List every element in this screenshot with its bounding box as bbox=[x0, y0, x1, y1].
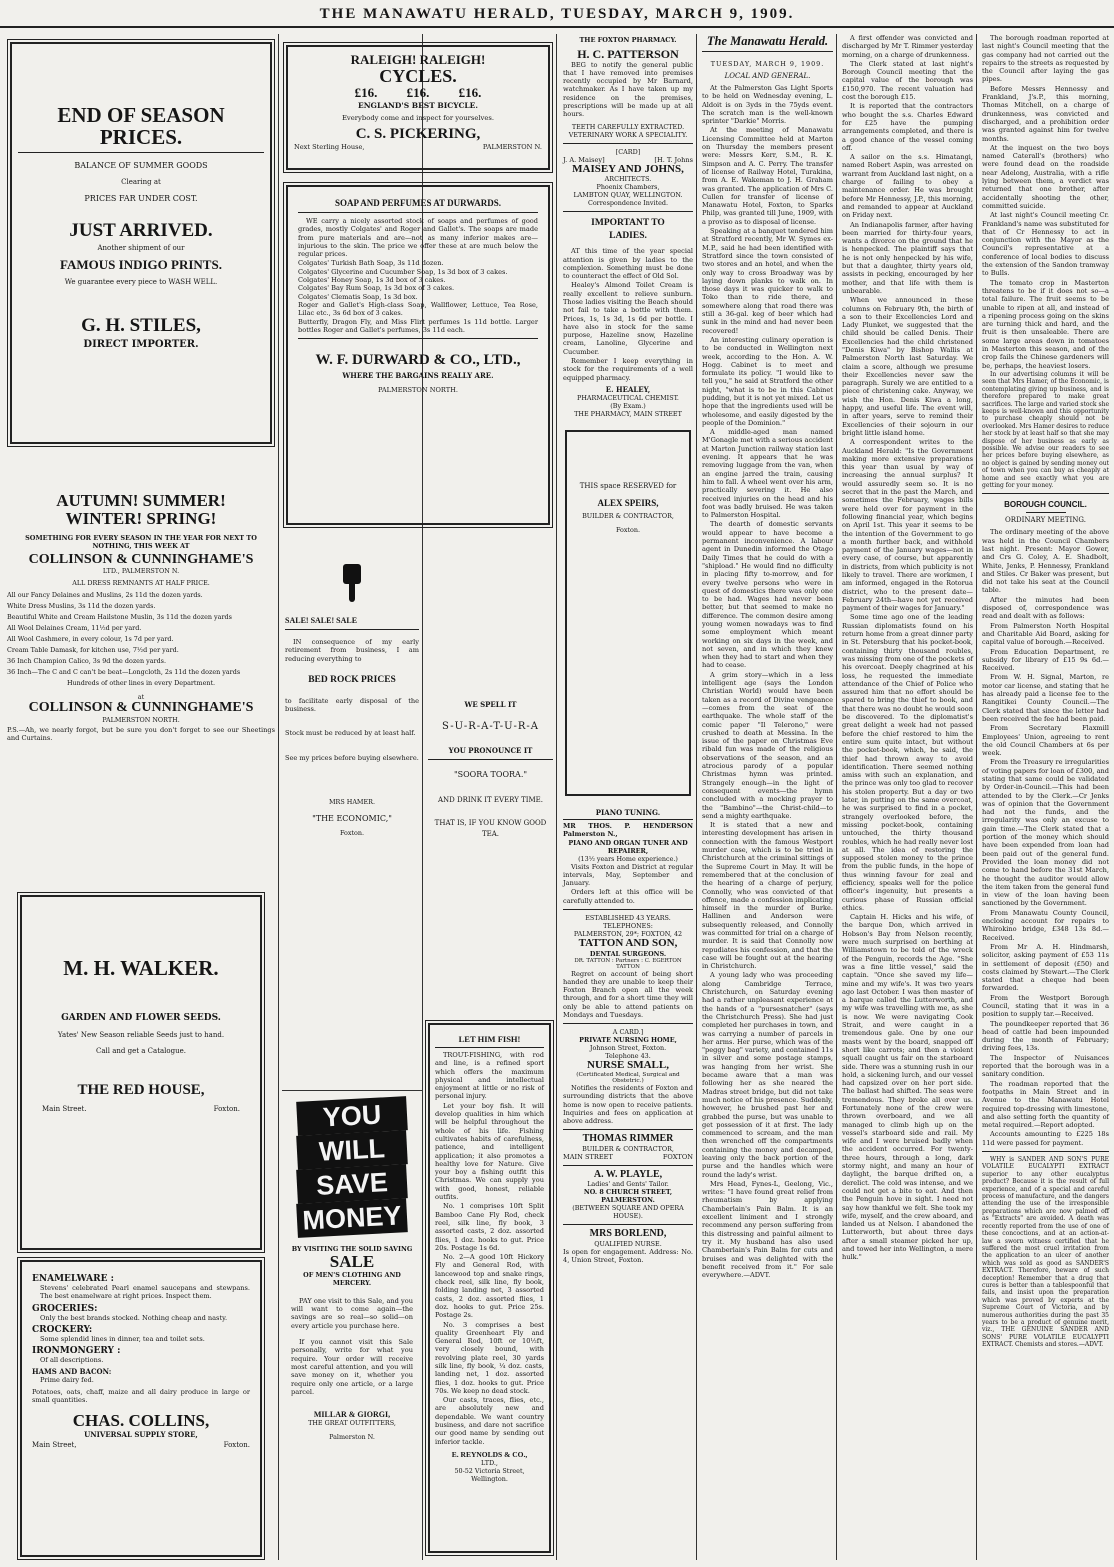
news-paragraph: The roadman reported that the footpaths in Main Street and in Avenue to the Manawatu Hotel required top-dressing with limestone, and also setting forth the quantity of metal required.—Report adopted. bbox=[982, 1079, 1109, 1130]
ad-text: IN consequence of my early retirement from business, I am reducing everything to bbox=[285, 638, 419, 663]
ad-line: QUALIFIED NURSE. bbox=[594, 1239, 662, 1248]
news-paragraph: From Education Department, re subsidy for library of £15 9s 6d.—Received. bbox=[982, 647, 1109, 673]
ad-town: Foxton. bbox=[213, 1104, 240, 1113]
ad-reynolds bbox=[428, 1023, 551, 1553]
news-paragraph: A young lady who was proceeding along Cambridge Terrace, Christchurch, on Saturday evening had a rather unpleasant experience at the hands of a "pursesnatcher" (says the Christchurch Press). She had just completed her purchases in town, and was carrying a number of parcels in her arms. Her purse, which was of the "peggy bag" variety, and contained 11s in silver and some postage stamps, was hanging from her wrist. She became aware that a man was following her as she neared the Madras street bridge, but did not take much notice of his presence. Suddenly, however, he brushed past her and grabbed the purse, but was unable to get possession of it at first. The lady commenced to scream, and the man then wrenched off the compartments containing the money and decamped, leaving only the back portion of the purse and the handles which were round the lady's wrist. bbox=[702, 971, 833, 1179]
ad-title: SOAP AND PERFUMES AT DURWARDS. bbox=[334, 198, 502, 208]
ad-name: MRS HAMER. bbox=[328, 798, 375, 807]
ad-line: at bbox=[137, 693, 145, 702]
ad-text: BEG to notify the general public that I have removed into premises recently occupied by Mr Barnard, watchmaker. As I have taken up my residence on the premises, prescriptions will be made up at all hours. bbox=[563, 60, 693, 119]
ad-text: WE carry a nicely assorted stock of soaps and perfumes of good grades, mostly Colgates' and Roger and Gallet's. The soaps are made from pure materials and are—not as many inferior makes are—injurious to the skin. The price we offer these at are much below the regular prices. bbox=[298, 217, 538, 259]
ad-name: MRS BORLEND, bbox=[589, 1228, 667, 1240]
ad-firm: COLLINSON & CUNNINGHAME'S bbox=[28, 700, 254, 716]
ad-durward bbox=[286, 185, 550, 525]
ad-line: DIRECT IMPORTER. bbox=[83, 338, 199, 350]
ad-name: G. H. STILES, bbox=[81, 314, 201, 336]
ad-line: LAMBTON QUAY, WELLINGTON. bbox=[573, 191, 683, 200]
ad-name: MILLAR & GIORGI, bbox=[313, 1410, 391, 1420]
ad-text: AT this time of the year special attention is given by ladies to the complexion. Something must be done to counteract the effect of Old Sol. bbox=[563, 247, 693, 281]
ad-line: YOU PRONOUNCE IT bbox=[428, 746, 553, 760]
ad-line: Telephone 43. bbox=[605, 1052, 651, 1061]
ad-text: to facilitate early disposal of the business. bbox=[285, 696, 419, 714]
ad-line: WHERE THE BARGAINS REALLY ARE. bbox=[342, 370, 494, 380]
ad-line: PIANO AND ORGAN TUNER AND REPAIRER, bbox=[568, 838, 688, 855]
ad-heading: PIANO TUNING. bbox=[595, 807, 661, 817]
ad-name: W. F. DURWARD & CO., LTD., bbox=[315, 352, 521, 369]
ad-text: Some splendid lines in dinner, tea and toilet sets. bbox=[40, 1334, 205, 1343]
ad-line: OF MEN'S CLOTHING AND MERCERY. bbox=[303, 1270, 401, 1287]
item-list bbox=[298, 259, 538, 334]
news-paragraph: The borough roadman reported at last night's Council meeting that the gas company had not carried out the repairs to the streets as requested by the Council after laying the gas pipes. bbox=[982, 34, 1109, 84]
news-column-6 bbox=[839, 34, 976, 1560]
news-paragraph: The tomato crop in Masterton threatens to be if it does not so—a total failure. The fruit seems to be unable to ripen at all, and instead of a ripening process going on the skins are turning thick and hard, and the fruit is then unsaleable. There are some large areas down in tomatoes in Masterton this season, and of the crop fails the Chinese gardeners will be, perhaps, the heaviest losers. bbox=[982, 278, 1109, 370]
news-paragraph: The poundkeeper reported that 36 head of cattle had been impounded during the month of February; driving fees, 13s. bbox=[982, 1019, 1109, 1053]
ad-name: TATTON AND SON, bbox=[578, 937, 678, 950]
masthead: THE MANAWATU HERALD, TUESDAY, MARCH 9, 1909. bbox=[0, 0, 1114, 28]
news-paragraph: It is stated that a new and interesting development has arisen in connection with the famous Westport murder case, which is to be tried in Christchurch at the criminal sittings of the Supreme Court in May. It will be remembered that at the conclusion of the hearing of a charge of perjury, Connolly, who was convicted of that offence, made a confession implicating himself in the murder of Burke. Hallinen and Anderson were subsequently released, and Connolly was committed for trial on a charge of murder. It is said that Connolly now repudiates his confession, and that the case will be fought out at the hearing in Christchurch. bbox=[702, 821, 833, 971]
ad-name: NURSE SMALL, bbox=[587, 1059, 669, 1072]
ad-line: ESTABLISHED 43 YEARS. bbox=[585, 914, 671, 923]
ad-line: Phoenix Chambers, bbox=[596, 183, 660, 192]
news-paragraph: An interesting culinary operation is to be conducted in Wellington next week, according to the Hon. A. W. Hogg. Cabinet is to meet and formulate its policy. "I would like to tell you," he said at Stratford the other night, "what is to be in this Cabinet pudding, but it is not yet mixed. Let us hope that the ingredients used will be wholesome, and easily digested by the people of the Dominion." bbox=[702, 335, 833, 427]
news-paragraph: Speaking at a banquet tendered him at Stratford recently, Mr W. Symes ex-M.P., said he had been identified with Stratford since the town consisted of two stores and an hotel, and when the only way to cross Broadway was by laying down planks to walk on. In those days it was quicker to walk to Toko than to ride there, and somewhere along that road there was still a 36-gal. keg of beer which had sunk in the mind and had never been recovered! bbox=[702, 227, 833, 335]
partner-name: [H. T. Johns bbox=[654, 155, 693, 164]
ad-heading: RALEIGH! RALEIGH! bbox=[350, 52, 486, 67]
ad-line: Everybody come and inspect for yourselves. bbox=[341, 114, 495, 123]
news-paragraph: Mrs Head, Fynes-L, Geelong, Vic., writes: "I have found great relief from rheumatism by applying Chamberlain's Pain Balm. It is an excellent liniment and I strongly recommend any person suffering from this distressing and painful ailment to try it. My husband has also used Chamberlain's Pain Balm for cuts and bruises and was delighted with the benefit received from it." For sale everywhere.—ADVT. bbox=[702, 1179, 833, 1280]
ad-line: PRICES FAR UNDER COST. bbox=[84, 194, 198, 204]
ad-line: LTD., bbox=[481, 1458, 498, 1467]
news-paragraph: The Clerk stated at last night's Borough Council meeting that the capital value of the borough was £150,970. The recent valuation had cost the borough £15. bbox=[842, 59, 973, 102]
news-paragraph: From the Treasury re irregularities of voting papers for loan of £300, and stating that same could be validated by Order-in-Council.—This had been attended to by the Clerk.—Cr Jenks was of opinion that the Government had not the funds, and the irregularity was only an excuse to gain time.—The Clerk stated that a portion of the money which should have been expended from loan had been paid out of the general fund. Provided the loan money did not come to hand before the 31st March, he thought the auditor would allow the item taken from the general fund in view of the loan having been sanctioned by the Government. bbox=[982, 758, 1109, 908]
ad-street: Next Sterling House, bbox=[294, 142, 365, 151]
news-paragraph: In our advertising columns it will be seen that Mrs Hamer, of the Economic, is contemplating giving up business, and is therefore prepared to make great sacrifices. The large and varied stock she keeps is well-known and this opportunity to purchase cheaply should not be overlooked. Mrs Hamer desires to reduce her stock by at least half so that she may dispose of her business as early as possible. We advise our readers to see her prices before buying elsewhere, as no object is gained by sending money out of town when you can buy as cheaply at home and see exactly what you are getting for your money. bbox=[982, 370, 1109, 489]
ad-town: Foxton. bbox=[223, 1441, 250, 1450]
news-paragraph: From Mr A. H. Hindmarsh, solicitor, asking payment of £53 11s in settlement of deposit (£50) and costs claimed by Stewart.—The Clerk stated that a cheque had been forwarded. bbox=[982, 942, 1109, 993]
ad-line: [CARD] bbox=[615, 147, 641, 156]
ad-text: Prime dairy fed. bbox=[40, 1376, 94, 1385]
ad-text: Of all descriptions. bbox=[40, 1356, 104, 1365]
ad-text: Only the best brands stocked. Nothing cheap and nasty. bbox=[40, 1313, 228, 1322]
list-item: 36 Inch Champion Calico, 3s 9d the dozen yards. bbox=[7, 657, 166, 666]
ad-banner: YOU bbox=[296, 1096, 408, 1136]
ad-hamer bbox=[282, 560, 422, 970]
ad-line: (Certificated Medical, Surgical and Obstetric.) bbox=[576, 1071, 680, 1084]
ad-heading: CYCLES. bbox=[379, 65, 457, 86]
news-column-7 bbox=[979, 34, 1112, 1560]
ad-collinson bbox=[4, 452, 278, 882]
ad-heading: FAMOUS INDIGO PRINTS. bbox=[60, 257, 222, 273]
ad-heading: AUTUMN! SUMMER! bbox=[56, 491, 226, 510]
ad-text: Orders left at this office will be carefully attended to. bbox=[563, 888, 693, 905]
column-rule bbox=[836, 34, 837, 1560]
ad-pickering bbox=[286, 45, 550, 170]
list-item: All Wool Delaines Cream, 11½d per yard. bbox=[7, 624, 142, 633]
ad-text: TEETH CAREFULLY EXTRACTED. VETERINARY WORK A SPECIALITY. bbox=[568, 122, 688, 139]
ad-heading: SALE! SALE! SALE bbox=[285, 616, 358, 625]
ad-heading: GROCERIES: bbox=[32, 1303, 98, 1314]
ad-name: THE RED HOUSE, bbox=[77, 1082, 205, 1099]
ad-text: Remember I keep everything in stock for the requirements of a well equipped pharmacy. bbox=[563, 357, 693, 382]
save-money-block bbox=[285, 1099, 419, 1235]
news-paragraph: The ordinary meeting of the above was held in the Council Chambers last night. Present: Mayor Gower, and Crs G. Coley, A. E. Shadbolt, White, Jenks, P. Hennessy, Frankland and Stiles. Cr Baker was present, but did not take his seat at the Council table. bbox=[982, 528, 1109, 595]
ad-name: MAISEY AND JOHNS, bbox=[572, 162, 684, 175]
ad-town: Wellington. bbox=[471, 1474, 508, 1483]
ad-name: THOMAS RIMMER bbox=[582, 1133, 674, 1145]
ad-heading: THE FOXTON PHARMACY. bbox=[579, 36, 677, 44]
ad-banner: SAVE bbox=[296, 1164, 408, 1204]
ad-banner: WILL bbox=[296, 1130, 408, 1170]
ad-line: PALMERSTON, 29*; FOXTON, 42 bbox=[573, 930, 683, 939]
ad-street: Main Street, bbox=[32, 1441, 77, 1450]
ad-name: H. C. PATTERSON bbox=[577, 47, 679, 61]
news-paragraph: At the meeting of Manawatu Licensing Committee held at Marton on Thursday the members present were: Messrs Kerr, S.M., R. K. Simpson and A. C. Perry. The transfer of license of Railway Hotel, Turakina, from A. E. Wakeman to J. H. Graham was granted. The application of Mrs C. Cullen for transfer of license of Manawatu Hotel, Foxton, to Sparks Philp, was granted till June, 1909, with a proviso as to disposal of license. bbox=[702, 126, 833, 226]
ad-text: Regret on account of being short handed they are unable to keep their Foxton Branch open all the week through, and for a short time they will only be able to attend patients on Mondays and Tuesdays. bbox=[563, 969, 693, 1020]
ad-title: END OF SEASON PRICES. bbox=[57, 103, 225, 150]
ad-title: LET HIM FISH! bbox=[458, 1034, 521, 1044]
ad-line: Ladies' and Gents' Tailor. bbox=[587, 1180, 669, 1189]
ad-name: CHAS. COLLINS, bbox=[72, 1411, 210, 1431]
news-paragraph: An Indianapolis farmer, after having been married for thirty-four years, wants a divorce on the ground that he is henpecked. The plaintiff says that he is not only henpecked by his wife, but that a daughter, thirty years old, assists in pecking, encouraged by her mother, and that life with them is unbearable. bbox=[842, 220, 973, 295]
ad-text: Notifies the residents of Foxton and surrounding districts that the above home is now open to receive patients. Inquiries and fees on application at above address. bbox=[563, 1083, 693, 1126]
ad-line: Clearing at bbox=[121, 178, 161, 187]
news-paragraph: Captain H. Hicks and his wife, of the barque Don, which arrived in Hobson's Bay from Nelson recently, were much surprised on berthing at Williamstown to be told of the wreck of the Penguin, records the Age. "She was a fine little vessel," said the captain. "Once she saved my life—mine and my wife's. It was two years ago last October. I was then master of a barque called the Lutterworth, and my wife was travelling with me, as she is now. We were navigating Cook Strait, and were caught in a tremendous gale. One by one our masts went by the board, snapped off short like carrots; and then a violent squall caught us fair on the starboard side. There was a stunning rush in our hold, a sickening lurch, and our vessel had capsized over on her port side. The ballast had shifted. The seas were tremendous. They broke all over us. Fortunately none of the crew were thrown overboard, and we all managed to climb high up on the vessel's starboard side and rail. My wife and I were bruised badly when the accident occurred. For twenty-three hours, through a long, dark stormy night, and many an hour of daylight, the barque drifted on, a derelict. The cold was intense, and we could not get a bite to eat. And then the Penguin hove in sight. I need not say how thankful we felt. She took my wife, myself, and the crew aboard, and landed us at Nelson. I abandoned the Lutterworth, but about three days after a small steamer picked her up, and towed her into Wellington, a mere hulk." bbox=[842, 913, 973, 1262]
ad-shop: "THE ECONOMIC," bbox=[312, 814, 392, 824]
ad-line: Hundreds of other lines in every Department. bbox=[66, 679, 216, 688]
ad-name: E. REYNOLDS & CO., bbox=[451, 1449, 528, 1459]
ad-text: No. 3 comprises a best quality Greenheart Fly and General Rod, 10ft or 10½ft, very closely bound, with revolving plate reel, 30 yards silk line, fly book, ¼ doz. casts, landing net, 1 doz. assorted flies, 1 doz. hooks to gut. Price 70s. We keep no dead stock. bbox=[435, 1320, 544, 1395]
ad-line: Call and get a Catalogue. bbox=[95, 1047, 186, 1056]
news-paragraph: At last night's Council meeting Cr. Frankland's name was substituted for that of Cr Hennessy to act in conjunction with the Mayor as the Council's representative at a conference of local bodies to discuss the extension of the Sandon tramway to Bulls. bbox=[982, 211, 1109, 278]
ad-heading: IMPORTANT TO bbox=[591, 218, 665, 229]
ads-column-4 bbox=[560, 34, 696, 1560]
list-item: Beautiful White and Cream Hailstone Muslin, 3s 11d the dozen yards bbox=[7, 613, 232, 622]
ad-text: Stevens' celebrated Pearl enamel saucepans and stewpans. The best enamelware at right prices. Inspect them. bbox=[40, 1284, 250, 1301]
news-paragraph: A grim story—which in a less intelligent age (says the London Christian World) would have been taken as a record of Divine vengeance—comes from the seat of the earthquake. The whole staff of the comic paper "Il Telerono," were crushed to death at Messina. In the issue of the paper on Christmas Eve ribald fun was made of the religious observations of the season, and an atrocious parody of a popular Christmas hymn was printed. Strangely enough—in the light of consequent events—the hymn concluded with a mocking prayer to the "Bambino"—the Christ-child—to send a mighty earthquake. bbox=[702, 670, 833, 820]
ad-text: Healey's Almond Toilet Cream is really excellent to relieve sunburn. Those ladies visiting the Beach should not fail to take a bottle with them. Prices, 1s, 1s 3d, 1s 6d per bottle. I have also in stock for the same purpose, Hazeline snow, Hazeline cream, Lanoline, Glycerine and Cucumber. bbox=[563, 281, 693, 356]
ad-line: BY VISITING THE SOLID SAVING bbox=[291, 1245, 413, 1253]
ad-line: BUILDER & CONTRACTOR, bbox=[582, 511, 674, 520]
ad-line: DENTAL SURGEONS. bbox=[589, 949, 667, 958]
news-paragraph: Some time ago one of the leading Russian diplomatists found on his return home from a great dinner party in St. Petersburg that his pocket-book, containing thirty thousand roubles, was missing from one of the pockets of his overcoat. Deeply chagrined at his loss, he requested the immediate attendance of the Chief of Police who assured him that no effort should be spared to bring the thief to book, and that there was no doubt he would soon be discovered. To the diplomatist's great delight a week had not passed before the chief restored to him the entire sum quite intact, but without the pocket-book, which, he said, the thief had thrown away to avoid identification. There seemed nothing amiss with such an explanation, and the prince was only too glad to recover his stolen property. But a day or two later, in putting on the same overcoat, he was surprised to find in a pocket, strangely overlooked before, the missing pocket-book, containing untouched, the thirty thousand roubles, which he had really never lost at all. The idea of restoring the supposed stolen money to the prince from the public funds, in the hope of thus winning favour for zeal and efficiency, speaks well for the police officer's ingenuity, but presents a curious phase of Russian official ethics. bbox=[842, 613, 973, 912]
issue-date: TUESDAY, MARCH 9, 1909. bbox=[710, 60, 825, 68]
ad-collins bbox=[20, 1260, 262, 1557]
ad-line: GARDEN AND FLOWER SEEDS. bbox=[61, 1013, 221, 1024]
ad-line: (By Exam.) bbox=[610, 401, 646, 410]
ad-text: TROUT-FISHING, with rod and line, is a refined sport which offers the maximum physical and intellectual enjoyment at little or no risk of personal injury. bbox=[435, 1051, 544, 1101]
column-rule bbox=[556, 34, 557, 1560]
ad-line: BALANCE OF SUMMER GOODS bbox=[74, 161, 208, 171]
ad-line: Correspondence Invited. bbox=[587, 199, 669, 208]
ad-street: Main Street. bbox=[42, 1104, 87, 1113]
news-paragraph: When we announced in these columns on February 9th, the birth of a son to their Excellencies Lord and Lady Plunket, we suggested that the child should be called Denis. Their Excellencies had the child christened "Denis Kiwa" by Bishop Wallis at Palmerston North last Saturday. We claim a score, although we presume their Excellencies never saw the paragraph. Surely we are entitled to a piece of christening cake. Anyway, we wish the Hon. Denis Kiwa a long, happy, and useful life. The event will, in after years, serve to remind their Excellencies of their sojourn in our bright little island home. bbox=[842, 296, 973, 437]
ad-heading: LADIES. bbox=[609, 231, 647, 242]
ad-line: Another shipment of our bbox=[97, 244, 185, 253]
ad-text: See my prices before buying elsewhere. bbox=[285, 753, 419, 762]
ad-name: E. HEALEY, bbox=[605, 384, 651, 394]
ad-line: WE SPELL IT bbox=[464, 700, 517, 709]
ad-line: ENGLAND'S BEST BICYCLE. bbox=[357, 101, 479, 111]
ad-text: THIS space RESERVED for bbox=[579, 481, 677, 490]
section-heading: BOROUGH COUNCIL. bbox=[1004, 500, 1087, 510]
ad-firm: COLLINSON & CUNNINGHAME'S bbox=[28, 551, 254, 567]
partner-name: J. A. Maisey] bbox=[563, 155, 605, 164]
ad-line: DR. TATTON : Partners : C. EGERTON TATTON bbox=[574, 957, 682, 970]
news-paragraph: After the minutes had been disposed of, correspondence was read and dealt with as follows: bbox=[982, 595, 1109, 621]
ad-line: THE GREAT OUTFITTERS, bbox=[308, 1419, 396, 1428]
news-paragraph: From W. H. Signal, Marton, re motor car license, and stating that he has already paid a license fee to the Rangitikei County Council.—The Clerk stated that since the letter had been received the fee had been paid. bbox=[982, 673, 1109, 723]
ad-heading: WINTER! SPRING! bbox=[65, 508, 217, 528]
advertorial: WHY is SANDER AND SON'S PURE VOLATILE EUCALYPTI EXTRACT superior to any other eucalyptus product? Because it is the result of full experience, and of a special and careful process of manufacture, and the dangers attending the use of the irresponsible preparations which are now palmed off as "Extracts" are avoided. A death was recently reported from the use of one of these concoctions, and at an action-at-law a sworn witness certified that he suffered the most cruel irritation from the application to an ulcer of another which was sold as good as SANDER'S EXTRACT. Therefore, beware of such deception! Remember that a drug that cures is better than a tablespoonful that fails, and insist upon the preparation which was proved by experts at the Supreme Court of Victoria, and by numerous authorities during the past 35 years to be a product of genuine merit, viz., THE GENUINE SANDER AND SONS' PURE VOLATILE EUCALYPTI EXTRACT. Chemists and stores.—ADVT. bbox=[982, 1156, 1109, 1349]
ad-line: NO. 8 CHURCH STREET, PALMERSTON. bbox=[583, 1188, 673, 1205]
ad-line: Johnson Street, Foxton. bbox=[589, 1044, 667, 1053]
ad-line: UNIVERSAL SUPPLY STORE, bbox=[84, 1430, 198, 1440]
list-item: Butterfly, Dragon Fly, and Miss Flirt perfumes 1s 11d bottle. Larger bottles Roger and Gallet's perfumes, 3s 11d each. bbox=[298, 317, 538, 334]
ad-line: PALMERSTON NORTH. bbox=[378, 385, 458, 394]
ad-text: No. 1 comprises 10ft Split Bamboo Cane Fly Rod, check reel, silk line, fly book, 3 assorted casts, 2 doz. assorted flies, 1 doz. hooks to gut. Price 20s. Postage 1s 6d. bbox=[435, 1202, 544, 1252]
ad-name: M. H. WALKER. bbox=[63, 956, 219, 980]
ad-line: TELEPHONES: bbox=[603, 922, 653, 931]
list-item: Colgates' Turkish Bath Soap, 3s 11d dozen. bbox=[298, 259, 444, 268]
ad-text: MR THOS. P. HENDERSON Palmerston N., bbox=[563, 821, 693, 839]
ad-town: FOXTON bbox=[662, 1152, 693, 1161]
ad-text: Stock must be reduced by at least half. bbox=[285, 729, 416, 738]
ad-text: No. 2—A good 10ft Hickory Fly and General Rod, with lancewood top and snake rings, check reel, silk line, fly book, folding landing net, 3 assorted casts, 2 doz. assorted flies, 1 doz. hooks to gut. Price 25s. Postage 2s. bbox=[435, 1253, 544, 1320]
ad-text: PAY one visit to this Sale, and you will want to come again—the savings are so real—so solid—on every article you purchase here. bbox=[291, 1296, 413, 1330]
ad-street: 50-52 Victoria Street, bbox=[454, 1466, 525, 1475]
ad-street: MAIN STREET bbox=[563, 1152, 613, 1161]
column-rule bbox=[278, 34, 279, 1560]
ad-text: Potatoes, oats, chaff, maize and all dairy produce in large or small quantities. bbox=[32, 1387, 250, 1405]
ad-text: If you cannot visit this Sale personally, write for what you require. Your order will receive most careful attention, and you will save money on it, whether you require only one article, or a large parcel. bbox=[291, 1338, 413, 1396]
ad-heading: IRONMONGERY : bbox=[32, 1346, 121, 1357]
news-paragraph: At the Palmerston Gas Light Sports to be held on Wednesday evening, L. Aldoit is on 3yds in the 75yds event. The scratch man is the well-known sprinter "Darkie" Morris. bbox=[702, 84, 833, 126]
list-item: All Wool Cashmere, in every colour, 1s 7d per yard. bbox=[7, 635, 174, 644]
news-paragraph: A middle-aged man named M'Gonagle met with a serious accident at Marton Junction railway station last evening. It appears that he was removing luggage from the van, when an engine jarred the train, causing him to fall. A wheel went over his arm, practically severing it. He also received injuries on the head and his foot was badly bruised. He was taken to Palmerston Hospital. bbox=[702, 428, 833, 520]
ad-heading: HAMS AND BACON: bbox=[32, 1367, 112, 1377]
news-paragraph: It is reported that the contractors who bought the s.s. Charles Edward for £25 have the pumping arrangements completed, and there is a good chance of the vessel coming off. bbox=[842, 102, 973, 152]
news-column-5 bbox=[699, 34, 836, 1560]
ad-name: ALEX SPEIRS, bbox=[597, 497, 659, 508]
ad-line: THE PHARMACY, MAIN STREET bbox=[574, 409, 682, 418]
ad-text: Let your boy fish. It will develop qualities in him which will be helpful throughout the whole of his life. Fishing cultivates habits of carefulness, patience, and intelligent application; it also promotes a healthy love for Nature. Give your boy a fishing outfit this Christmas. We can supply you with good, honest, reliable outfits. bbox=[435, 1101, 544, 1202]
ad-heading: SALE bbox=[329, 1252, 375, 1271]
ad-heading: JUST ARRIVED. bbox=[69, 220, 213, 242]
news-paragraph: From Manawatu County Council, enclosing account for repairs to Whirokino bridge, £348 13s 8d.—Received. bbox=[982, 908, 1109, 942]
column-rule bbox=[696, 34, 697, 1560]
ad-speirs bbox=[565, 430, 691, 796]
section-subheading: ORDINARY MEETING. bbox=[1005, 516, 1086, 525]
ad-line: THAT IS, IF YOU KNOW GOOD TEA. bbox=[434, 819, 547, 838]
ad-quote: "SOORA TOORA." bbox=[453, 770, 528, 779]
news-paragraph: Accounts amounting to £225 18s 11d were passed for payment. bbox=[982, 1130, 1109, 1147]
news-paragraph: From Palmerston North Hospital and Charitable Aid Board, asking for capital value of borough.—Received. bbox=[982, 621, 1109, 647]
ad-line: (13½ years Home experience.) bbox=[578, 854, 678, 863]
ad-line: LTD., PALMERSTON N. bbox=[102, 567, 180, 576]
ad-banner: MONEY bbox=[296, 1198, 408, 1238]
list-item: 36 Inch—The C and C can't be beat—Longcloth, 2s 11d the dozen yards bbox=[7, 668, 241, 677]
ad-line: PRIVATE NURSING HOME, bbox=[579, 1036, 677, 1045]
ad-town: Foxton. bbox=[615, 525, 641, 534]
ad-heading: ENAMELWARE : bbox=[32, 1274, 114, 1284]
list-item: Cream Table Damask, for kitchen use, 7½d per yard. bbox=[7, 646, 179, 655]
pointing-hand-icon bbox=[337, 564, 367, 602]
news-paragraph: A sailor on the s.s. Himatangi, named Robert Aspin, was arrested on warrant from Auckland last night, on a charge of failing to obey a maintenance order. He was brought before Mr Hennessy, J.P., this morning, and remanded to appear at Auckland on Friday next. bbox=[842, 153, 973, 220]
ad-text: Visits Foxton and District at regular intervals, May, September and January. bbox=[563, 862, 693, 888]
ad-word: S-U-R-A-T-U-R-A bbox=[442, 721, 539, 732]
ad-walker bbox=[20, 895, 262, 1250]
ad-line: A CARD.] bbox=[612, 1028, 644, 1037]
ad-millar bbox=[282, 1090, 422, 1560]
ad-line: Yates' New Season reliable Seeds just to hand. bbox=[57, 1031, 225, 1040]
ad-line: P.S.—Ah, we nearly forgot, but be sure you don't forget to see our Sheetings and Curtains. bbox=[7, 726, 275, 743]
news-paragraph: A first offender was convicted and discharged by Mr T. Rimmer yesterday morning, on a charge of drunkenness. bbox=[842, 34, 973, 59]
ad-suratura bbox=[425, 700, 556, 1010]
news-paragraph: The Inspector of Nuisances reported that the borough was in a sanitary condition. bbox=[982, 1053, 1109, 1079]
list-item: Colgates' Bay Rum Soap, 1s 3d box of 3 cakes. bbox=[298, 284, 455, 293]
ad-line: ALL DRESS REMNANTS AT HALF PRICE. bbox=[72, 579, 210, 588]
list-item: White Dress Muslins, 3s 11d the dozen yards. bbox=[7, 602, 156, 611]
ad-line: ARCHITECTS. bbox=[604, 175, 652, 184]
ad-name: A. W. PLAYLE, bbox=[593, 1168, 663, 1180]
list-item: All our Fancy Delaines and Muslins, 2s 11d the dozen yards. bbox=[7, 591, 203, 600]
ad-stiles bbox=[10, 42, 272, 444]
news-paragraph: A correspondent writes to the Auckland Herald: "Is the Government making more extensive preparations this year than usual by way of increasing the annual surplus? It would assuredly seem so. It is no secret that in the past the March, and sometimes the February, wages bills were held over for payment in the following financial year, which begins on April 1st. This year it seems to be the intention of the Government to go a month further back, and withhold payment of the January wages—not in every case, of course, but apparently in districts, from which publicity is not likely to travel. There are workmen, I am informed, engaged in the Rotorua district, who to the present date—February 24th—have not yet received payment of their wages for January." bbox=[842, 438, 973, 613]
list-item: Colgates' Clematis Soap, 1s 3d box. bbox=[298, 292, 418, 301]
ad-line: PHARMACEUTICAL CHEMIST. bbox=[577, 393, 679, 402]
news-paragraph: At the inquest on the two boys named Caterall's (brothers) who were found dead on the roadside near Adelong, Australia, with a rifle lying between them, a verdict was returned that one brother, after accidentally shooting the other, committed suicide. bbox=[982, 143, 1109, 210]
news-paragraph: From the Westport Borough Council, stating that it was in a position to supply tar.—Received. bbox=[982, 993, 1109, 1019]
ad-heading: CROCKERY: bbox=[32, 1324, 93, 1335]
ad-town: Palmerston N. bbox=[329, 1433, 375, 1442]
ad-town: PALMERSTON N. bbox=[482, 142, 542, 151]
ad-line: (BETWEEN SQUARE AND OPERA HOUSE). bbox=[572, 1204, 684, 1221]
ad-heading: BED ROCK PRICES bbox=[308, 674, 396, 685]
ad-line: PALMERSTON NORTH. bbox=[102, 716, 180, 725]
paper-title: The Manawatu Herald. bbox=[702, 34, 833, 52]
news-paragraph: Before Messrs Hennessy and Frankland, J's.P., this morning, Thomas Mitchell, on a charge of drunkenness, was convicted and discharged, and a prohibition order was granted against him for twelve months. bbox=[982, 84, 1109, 143]
ad-line: AND DRINK IT EVERY TIME. bbox=[437, 796, 544, 804]
ad-prices: £16. £16. £16. bbox=[354, 84, 482, 100]
ad-text: Our casts, traces, flies, etc., are absolutely new and dependable. We want country business, and dare not sacrifice our good name by sending out inferior tackle. bbox=[435, 1396, 544, 1446]
column-rule bbox=[976, 34, 977, 1560]
ad-text: Is open for engagement. Address: No. 4, Union Street, Foxton. bbox=[563, 1247, 693, 1265]
section-heading: LOCAL AND GENERAL. bbox=[724, 72, 811, 80]
news-paragraph: The dearth of domestic servants would appear to have become a permanent inconvenience. A labour agent in Dunedin informed the Otago Daily Times that he could do with a "shipload." He would find no difficulty in placing fifty to-morrow, and for every twelve persons who were in quest of domestics there was only one to be had. Wages had never been better, but that seemed to make no difference. The common desire among young women nowadays was to find some employment which meant working on six days in the week, and not seven, and in which they knew when they had to start and when they had to cease. bbox=[702, 520, 833, 670]
list-item: Roger and Gallet's High-class Soap, Wallflower, Lettuce, Tea Rose, Lilac etc., 3s 6d box of 3 cakes. bbox=[298, 300, 538, 318]
list-item: Colgates' Honey Soap, 1s 3d box of 3 cakes. bbox=[298, 276, 446, 285]
news-paragraph: From Secretary Flaxmill Employees' Union, agreeing to rent the old Council Chambers at 6s per week. bbox=[982, 724, 1109, 758]
ad-town: Foxton. bbox=[339, 829, 365, 838]
list-item: Colgates' Glycerine and Cucumber Soap, 1s 3d box of 3 cakes. bbox=[298, 267, 508, 276]
ad-line: SOMETHING FOR EVERY SEASON IN THE YEAR FOR NEXT TO NOTHING, THIS WEEK AT bbox=[25, 533, 257, 550]
ad-line: BUILDER & CONTRACTOR, bbox=[582, 1144, 674, 1153]
ad-name: C. S. PICKERING, bbox=[355, 126, 481, 143]
item-list bbox=[7, 591, 275, 676]
ad-line: We guarantee every piece to WASH WELL. bbox=[64, 277, 218, 286]
